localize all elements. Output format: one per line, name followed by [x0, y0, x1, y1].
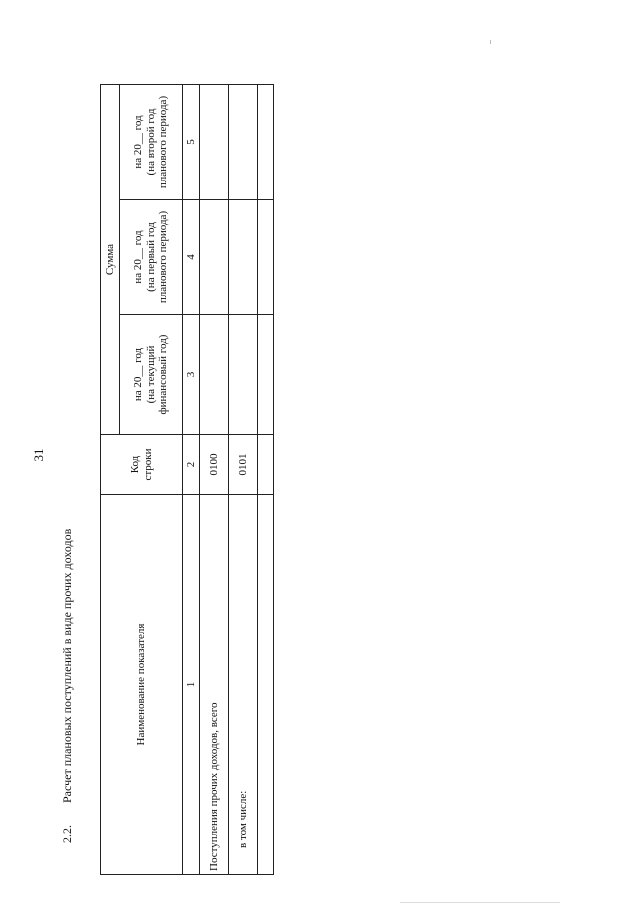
- header-row-top: [101, 85, 120, 875]
- row-value-current-year[interactable]: [229, 315, 258, 435]
- header-current-year-line-2: (на текущий: [144, 345, 157, 404]
- section-title: Расчет плановых поступлений в виде прочих доходов: [60, 528, 74, 803]
- header-current-year-line-3: финансовый год): [157, 334, 170, 415]
- row-label-total: Поступления прочих доходов, всего: [200, 495, 229, 875]
- header-line-code-line-2: строки: [141, 448, 154, 481]
- column-number-2: 2: [183, 435, 200, 495]
- column-number-1: 1: [183, 495, 200, 875]
- row-value-second-plan-year[interactable]: [229, 85, 258, 200]
- blank-cell[interactable]: [258, 435, 274, 495]
- column-number-3: 3: [183, 315, 200, 435]
- row-value-second-plan-year[interactable]: [200, 85, 229, 200]
- scan-edge-line: [400, 902, 560, 903]
- blank-cell[interactable]: [258, 495, 274, 875]
- page-number: 31: [31, 448, 46, 462]
- scan-speck: [490, 40, 491, 44]
- column-number-5: 5: [183, 85, 200, 200]
- header-second-plan-year-line-1: на 20__ год: [132, 115, 145, 169]
- header-current-year-line-1: на 20__ год: [132, 347, 145, 402]
- header-indicator-name: Наименование показателя: [101, 495, 183, 875]
- blank-cell[interactable]: [258, 315, 274, 435]
- row-value-current-year[interactable]: [200, 315, 229, 435]
- row-code-total: 0100: [200, 435, 229, 495]
- column-number-4: 4: [183, 200, 200, 315]
- header-first-plan-year-line-1: на 20__ год: [132, 230, 145, 284]
- rotated-document-page: [31, 85, 270, 875]
- blank-cell[interactable]: [258, 200, 274, 315]
- income-calculation-table: [100, 84, 274, 875]
- header-line-code-line-1: Код: [128, 455, 141, 474]
- row-code-including: 0101: [229, 435, 258, 495]
- header-first-plan-year-line-3: планового периода): [157, 210, 170, 304]
- blank-cell[interactable]: [258, 85, 274, 200]
- header-first-plan-year: [120, 200, 183, 315]
- header-second-plan-year: [120, 85, 183, 200]
- table-row: [200, 85, 229, 875]
- header-second-plan-year-line-3: планового периода): [157, 95, 170, 189]
- header-second-plan-year-line-2: (на второй год: [144, 108, 157, 176]
- row-value-first-plan-year[interactable]: [229, 200, 258, 315]
- header-current-year: [120, 315, 183, 435]
- column-number-row: [183, 85, 200, 875]
- section-number: 2.2.: [60, 825, 74, 843]
- table-row-blank: [258, 85, 274, 875]
- table-row: [229, 85, 258, 875]
- row-value-first-plan-year[interactable]: [200, 200, 229, 315]
- header-sum: Сумма: [101, 85, 120, 435]
- header-first-plan-year-line-2: (на первый год: [144, 222, 157, 292]
- row-label-including: в том числе:: [229, 495, 258, 875]
- header-line-code: [101, 435, 183, 495]
